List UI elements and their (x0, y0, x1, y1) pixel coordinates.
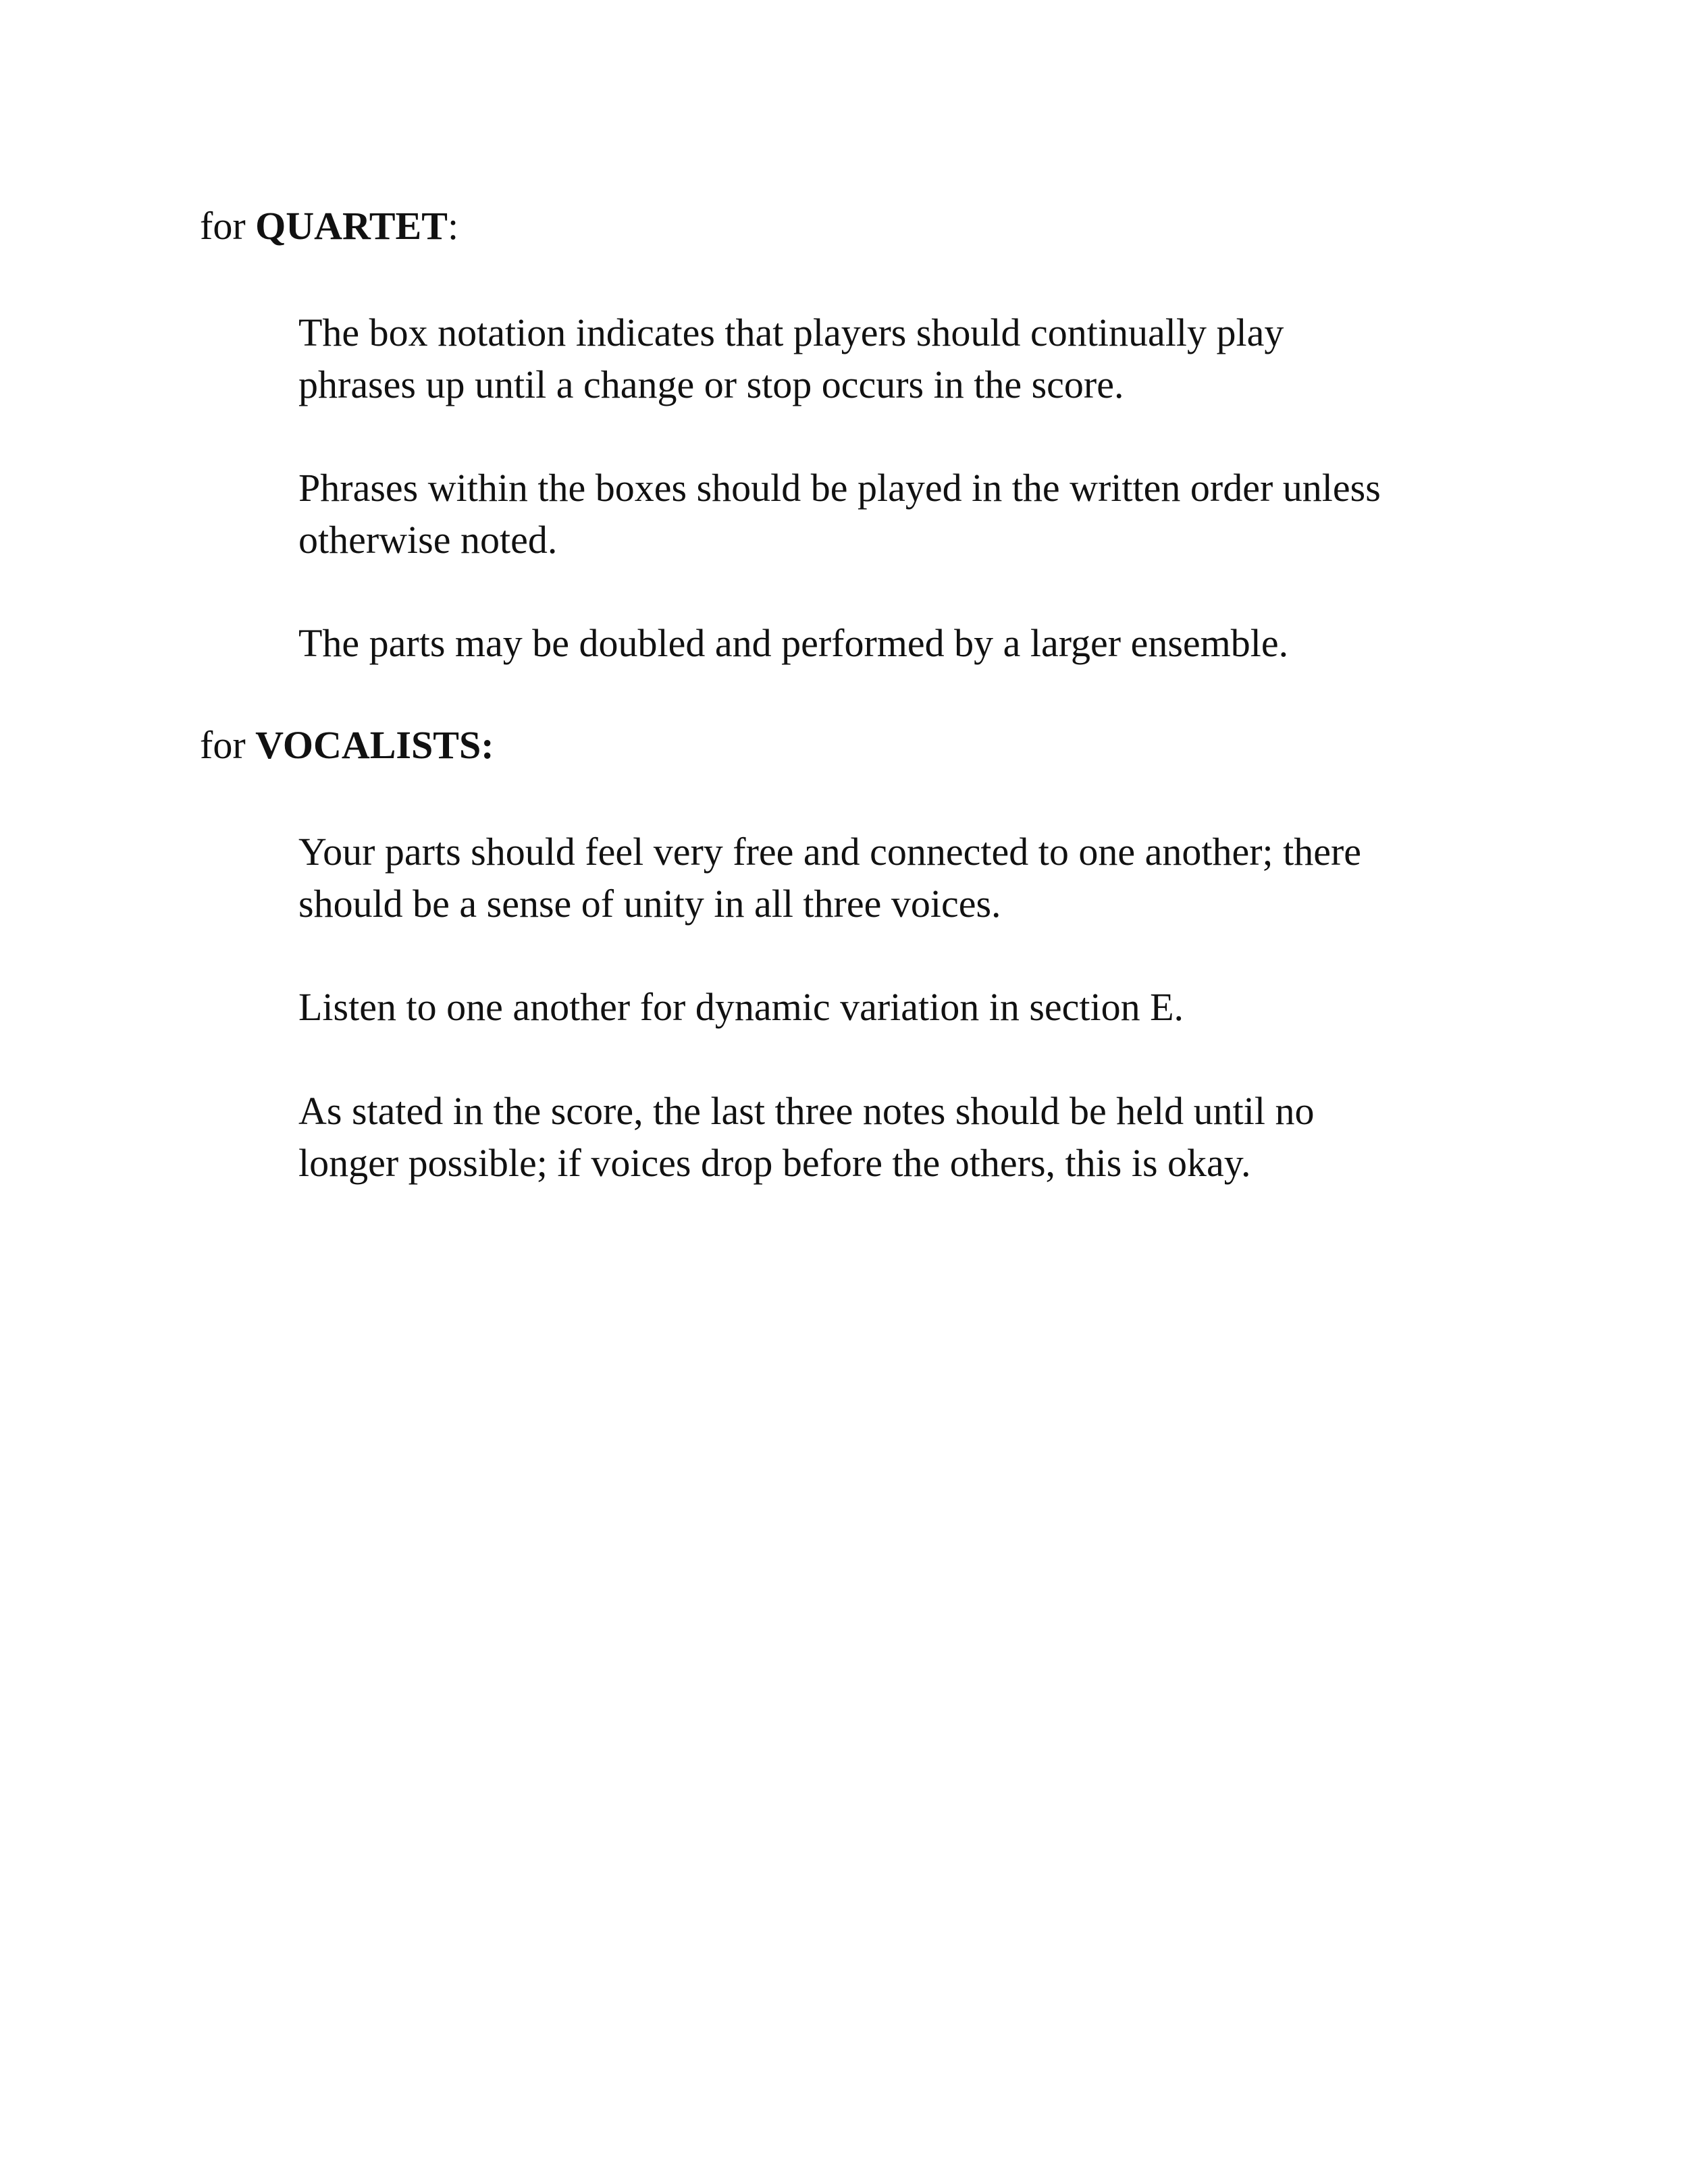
quartet-paragraph-doubling (298, 617, 1288, 669)
vocalists-paragraph-dynamics (298, 981, 1184, 1033)
quartet-paragraph-box-notation (298, 307, 1284, 410)
vocalists-paragraph-unity (298, 826, 1361, 930)
paragraph-line: The box notation indicates that players should continually play (298, 311, 1284, 354)
vocalists-heading-prefix: for (200, 723, 256, 767)
quartet-heading (200, 204, 459, 248)
vocalists-heading-title: VOCALISTS: (255, 723, 494, 767)
paragraph-line: should be a sense of unity in all three voices. (298, 882, 1001, 926)
paragraph-line: longer possible; if voices drop before the others, this is okay. (298, 1141, 1251, 1185)
quartet-paragraph-phrase-order (298, 462, 1381, 566)
quartet-heading-title: QUARTET (255, 204, 448, 248)
vocalists-paragraph-final-notes (298, 1085, 1314, 1189)
paragraph-line: otherwise noted. (298, 518, 558, 562)
paragraph-line: Listen to one another for dynamic variation in section E. (298, 985, 1184, 1029)
quartet-heading-suffix: : (447, 204, 459, 248)
paragraph-line: The parts may be doubled and performed by a larger ensemble. (298, 621, 1289, 665)
quartet-heading-prefix: for (200, 204, 256, 248)
paragraph-line: Phrases within the boxes should be played in the written order unless (298, 466, 1381, 510)
paragraph-line: As stated in the score, the last three notes should be held until no (298, 1089, 1315, 1133)
paragraph-line: phrases up until a change or stop occurs in the score. (298, 363, 1124, 406)
vocalists-heading (200, 723, 494, 767)
paragraph-line: Your parts should feel very free and connected to one another; there (298, 830, 1362, 874)
